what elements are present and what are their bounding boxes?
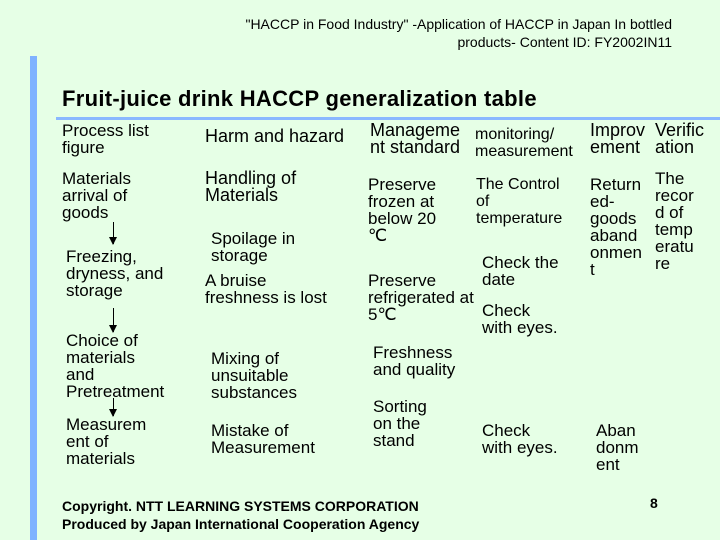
hazard-item: Mixing of unsuitable substances (211, 349, 297, 402)
column-header-improvement: Improv ement (590, 120, 646, 157)
header-text: "HACCP in Food Industry" -Application of HACCP in Japan In bottled products- Content ID: FY2002IN11 (245, 16, 672, 50)
improvement-item: Return ed- goods aband onmen t (590, 175, 642, 279)
process-step: Freezing, dryness, and storage (66, 247, 164, 300)
process-step: Measurem ent of materials (66, 415, 147, 468)
process-step: Choice of materials and Pretreatment (66, 331, 165, 401)
management-item: Preserve refrigerated at 5℃ (368, 271, 474, 324)
hazard-item: Mistake of Measurement (211, 421, 315, 457)
accent-bar (30, 56, 37, 540)
management-item: Freshness and quality (373, 343, 456, 379)
column-header-management: Manageme nt standard (370, 120, 461, 157)
down-arrow-icon (113, 398, 114, 416)
column-header-harm: Harm and hazard (205, 126, 345, 146)
slide-title: Fruit-juice drink HACCP generalization table (62, 86, 537, 111)
producer-text: Produced by Japan International Cooperation Agency (62, 516, 420, 532)
page-number: 8 (650, 495, 658, 511)
monitoring-item: Check with eyes. (482, 301, 558, 337)
process-step: Materials arrival of goods (62, 169, 131, 222)
hazard-item: Handling of Materials (205, 168, 297, 205)
improvement-item: Aban donm ent (596, 421, 639, 474)
down-arrow-icon (113, 308, 114, 332)
hazard-item: Spoilage in storage (211, 229, 296, 265)
copyright-text: Copyright. NTT LEARNING SYSTEMS CORPORATION (62, 498, 419, 514)
monitoring-item: Check with eyes. (482, 421, 558, 457)
column-header-monitoring: monitoring/ measurement (475, 126, 573, 160)
column-header-verification: Verific ation (655, 120, 705, 157)
monitoring-item: The Control of temperature (476, 176, 563, 227)
management-item: Sorting on the stand (373, 397, 427, 450)
monitoring-item: Check the date (482, 253, 559, 289)
column-header-process: Process list figure (62, 121, 149, 157)
verification-item: The recor d of temp eratu re (655, 169, 694, 273)
hazard-item: A bruise freshness is lost (205, 271, 327, 307)
down-arrow-icon (113, 222, 114, 244)
management-item: Preserve frozen at below 20 ℃ (368, 175, 437, 245)
